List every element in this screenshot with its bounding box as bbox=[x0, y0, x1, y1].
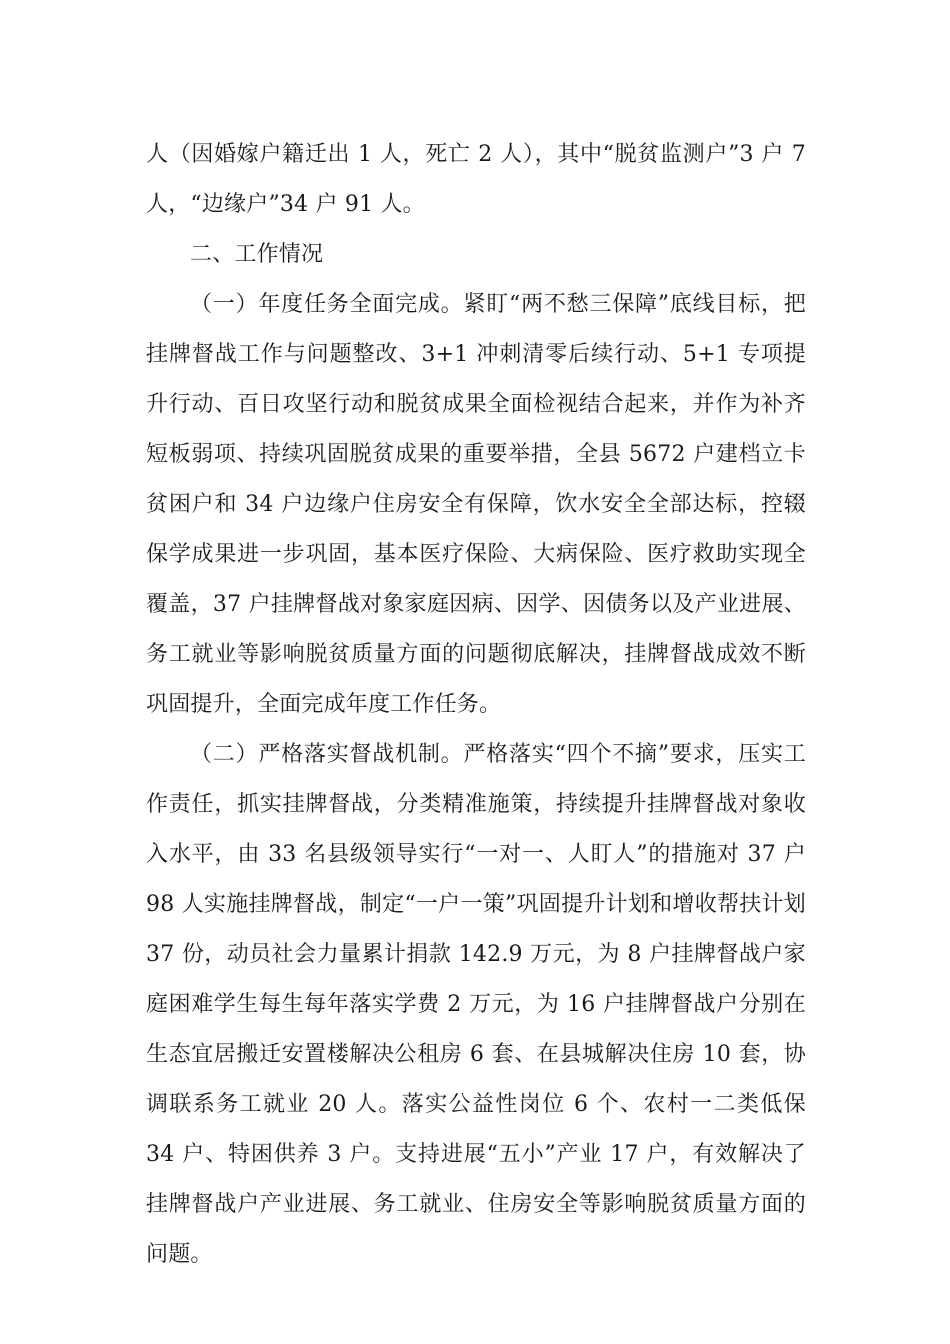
paragraph-annual-tasks: （一）年度任务全面完成。紧盯“两不愁三保障”底线目标，把挂牌督战工作与问题整改、3+1 冲刺清零后续行动、5+1 专项提升行动、百日攻坚行动和脱贫成果全面检视结合起来，并作为补齐短板弱项、持续巩固脱贫成果的重要举措，全县 5672 户建档立卡贫困户和 34 户边缘户住房安全有保障，饮水安全全部达标，控辍保学成果进一步巩固，基本医疗保险、大病保险、医疗救助实现全覆盖，37 户挂牌督战对象家庭因病、因学、因债务以及产业进展、务工就业等影响脱贫质量方面的问题彻底解决，挂牌督战成效不断巩固提升，全面完成年度工作任务。 bbox=[146, 292, 806, 717]
section-heading-work-situation: 二、工作情况 bbox=[190, 242, 324, 267]
document-body bbox=[146, 130, 806, 1280]
paragraph-supervision-mechanism: （二）严格落实督战机制。严格落实“四个不摘”要求，压实工作责任，抓实挂牌督战，分类精准施策，持续提升挂牌督战对象收入水平，由 33 名县级领导实行“一对一、人盯人”的措施对 37 户 98 人实施挂牌督战，制定“一户一策”巩固提升计划和增收帮扶计划 37 份，动员社会力量累计捐款 142.9 万元，为 8 户挂牌督战户家庭困难学生每生每年落实学费 2 万元，为 16 户挂牌督战户分别在生态宜居搬迁安置楼解决公租房 6 套、在县城解决住房 10 套，协调联系务工就业 20 人。落实公益性岗位 6 个、农村一二类低保 34 户、特困供养 3 户。支持进展“五小”产业 17 户，有效解决了挂牌督战户产业进展、务工就业、住房安全等影响脱贫质量方面的问题。 bbox=[146, 742, 806, 1267]
paragraph-household-stats: 人（因婚嫁户籍迁出 1 人，死亡 2 人），其中“脱贫监测户”3 户 7 人，“边缘户”34 户 91 人。 bbox=[146, 142, 806, 217]
